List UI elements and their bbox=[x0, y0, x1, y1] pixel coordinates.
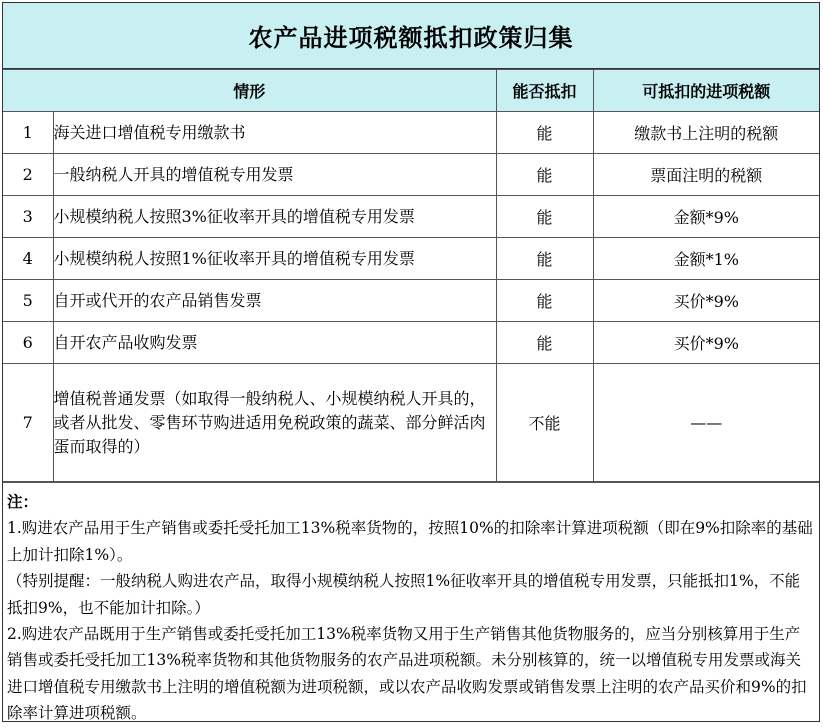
column-header-amount: 可抵扣的进项税额 bbox=[593, 70, 819, 112]
row-deductible: 能 bbox=[496, 238, 593, 280]
table-row bbox=[3, 280, 819, 322]
column-header-deductible: 能否抵扣 bbox=[496, 70, 593, 112]
row-number: 7 bbox=[3, 364, 53, 482]
column-header-situation: 情形 bbox=[3, 70, 496, 112]
row-amount: 买价*9% bbox=[593, 322, 819, 364]
row-deductible: 不能 bbox=[496, 364, 593, 482]
row-amount: 票面注明的税额 bbox=[593, 154, 819, 196]
policy-sheet bbox=[2, 2, 820, 722]
note-line: 1.购进农产品用于生产销售或委托受托加工13%税率货物的，按照10%的扣除率计算进项税额（即在9%扣除率的基础上加计扣除1%）。 bbox=[7, 519, 813, 564]
row-amount: 金额*9% bbox=[593, 196, 819, 238]
table-row bbox=[3, 238, 819, 280]
table-row bbox=[3, 154, 819, 196]
row-situation: 一般纳税人开具的增值税专用发票 bbox=[53, 154, 496, 196]
row-number: 6 bbox=[3, 322, 53, 364]
row-number: 1 bbox=[3, 112, 53, 154]
table-row bbox=[3, 196, 819, 238]
sheet-title: 农产品进项税额抵扣政策归集 bbox=[3, 3, 819, 69]
row-number: 4 bbox=[3, 238, 53, 280]
table-row bbox=[3, 322, 819, 364]
table-header-row bbox=[3, 70, 819, 112]
note-line: （特别提醒：一般纳税人购进农产品，取得小规模纳税人按照1%征收率开具的增值税专用发票，只能抵扣1%，不能抵扣9%，也不能加计扣除。） bbox=[7, 572, 801, 617]
row-deductible: 能 bbox=[496, 196, 593, 238]
row-situation: 增值税普通发票（如取得一般纳税人、小规模纳税人开具的，或者从批发、零售环节购进适用免税政策的蔬菜、部分鲜活肉蛋而取得的） bbox=[53, 364, 496, 482]
notes-heading: 注： bbox=[7, 493, 39, 511]
table-row bbox=[3, 364, 819, 482]
notes-section bbox=[3, 482, 819, 727]
row-deductible: 能 bbox=[496, 322, 593, 364]
row-number: 2 bbox=[3, 154, 53, 196]
row-deductible: 能 bbox=[496, 280, 593, 322]
row-amount: 缴款书上注明的税额 bbox=[593, 112, 819, 154]
row-situation: 小规模纳税人按照1%征收率开具的增值税专用发票 bbox=[53, 238, 496, 280]
note-line: 2.购进农产品既用于生产销售或委托受托加工13%税率货物又用于生产销售其他货物服务的，应当分别核算用于生产销售或委托受托加工13%税率货物和其他货物服务的农产品进项税额。未分别核算的，统一以增值税专用发票或海关进口增值税专用缴款书上注明的增值税额为进项税额，或以农产品收购发票或销售发票上注明的农产品买价和9%的扣除率计算进项税额。 bbox=[7, 625, 807, 723]
row-number: 3 bbox=[3, 196, 53, 238]
row-amount: 买价*9% bbox=[593, 280, 819, 322]
row-situation: 自开农产品收购发票 bbox=[53, 322, 496, 364]
table-row bbox=[3, 112, 819, 154]
row-deductible: 能 bbox=[496, 112, 593, 154]
row-deductible: 能 bbox=[496, 154, 593, 196]
row-situation: 小规模纳税人按照3%征收率开具的增值税专用发票 bbox=[53, 196, 496, 238]
row-situation: 海关进口增值税专用缴款书 bbox=[53, 112, 496, 154]
row-amount: 金额*1% bbox=[593, 238, 819, 280]
row-situation: 自开或代开的农产品销售发票 bbox=[53, 280, 496, 322]
policy-table bbox=[3, 69, 819, 482]
row-amount: —— bbox=[593, 364, 819, 482]
row-number: 5 bbox=[3, 280, 53, 322]
